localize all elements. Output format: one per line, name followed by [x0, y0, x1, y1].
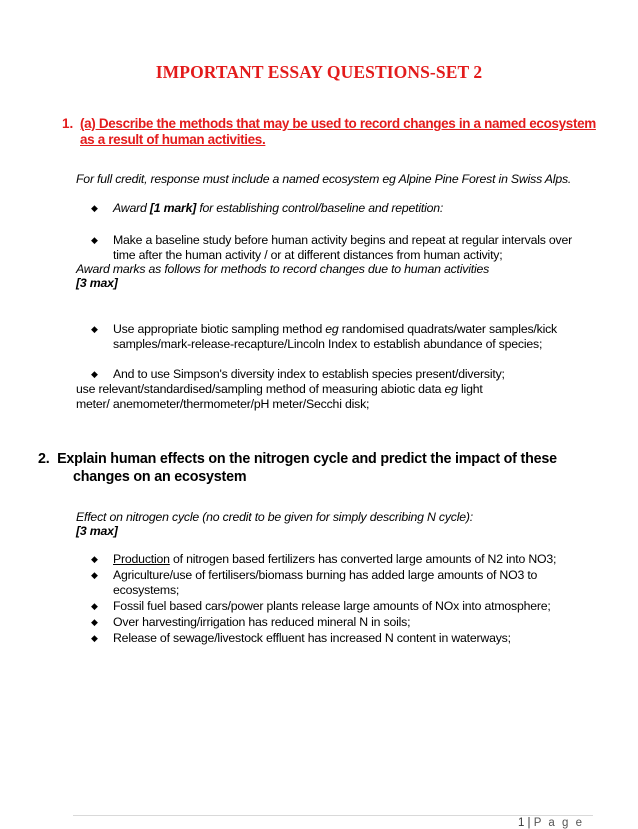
question-2-line-2: changes on an ecosystem [73, 469, 247, 485]
q2-item: Fossil fuel based cars/power plants release large amounts of NOx into atmosphere; [113, 599, 551, 613]
q2-item: Production of nitrogen based fertilizers has converted large amounts of N2 into NO3; [113, 552, 557, 566]
bullet-icon: ◆ [91, 570, 98, 580]
q1-baseline-line-2: time after the human activity / or at different distances from human activity; [113, 248, 503, 262]
q1-award-methods: Award marks as follows for methods to record changes due to human activities [76, 262, 490, 276]
bullet-icon: ◆ [91, 633, 98, 643]
q1-baseline-line-1: Make a baseline study before human activity begins and repeat at regular intervals over [113, 233, 573, 247]
q2-max-marks: [3 max] [76, 524, 118, 538]
bullet-icon: ◆ [91, 203, 98, 213]
q1-abiotic-line-1: use relevant/standardised/sampling method of measuring abiotic data eg light [76, 382, 483, 396]
q2-item: Over harvesting/irrigation has reduced mineral N in soils; [113, 615, 411, 629]
q1-biotic-line-2: samples/mark-release-recapture/Lincoln Index to establish abundance of species; [113, 337, 543, 351]
question-2-line-1: 2. Explain human effects on the nitrogen cycle and predict the impact of these [38, 451, 557, 467]
bullet-icon: ◆ [91, 617, 98, 627]
q1-award-line: Award [1 mark] for establishing control/baseline and repetition: [113, 201, 444, 215]
q2-item: Agriculture/use of fertilisers/biomass burning has added large amounts of NO3 to [113, 568, 538, 582]
question-1-text: (a) Describe the methods that may be used to record changes in a named ecosystem as a result of human activities. [80, 116, 596, 147]
q2-item: Release of sewage/livestock effluent has increased N content in waterways; [113, 631, 511, 645]
bullet-icon: ◆ [91, 601, 98, 611]
q1-max-marks: [3 max] [76, 276, 118, 290]
question-1-number: 1. [62, 116, 74, 131]
bullet-icon: ◆ [91, 369, 98, 379]
q1-abiotic-line-2: meter/ anemometer/thermometer/pH meter/Secchi disk; [76, 397, 370, 411]
q2-item-continuation: ecosystems; [113, 583, 180, 597]
q2-effect-heading: Effect on nitrogen cycle (no credit to be given for simply describing N cycle): [76, 510, 474, 524]
bullet-icon: ◆ [91, 554, 98, 564]
page-number: 1 [517, 817, 525, 829]
bullet-icon: ◆ [91, 235, 98, 245]
bullet-icon: ◆ [91, 324, 98, 334]
page-footer [518, 817, 584, 829]
footer-divider [73, 815, 593, 816]
footer-separator: | [527, 817, 531, 829]
document-title: IMPORTANT ESSAY QUESTIONS-SET 2 [155, 62, 483, 82]
page-label: P a g e [533, 817, 584, 829]
q1-biotic-line-1: Use appropriate biotic sampling method eg randomised quadrats/water samples/kick [113, 322, 558, 336]
q1-simpson: And to use Simpson's diversity index to establish species present/diversity; [113, 367, 505, 381]
q1-full-credit-note: For full credit, response must include a named ecosystem eg Alpine Pine Forest in Swiss Alps. [76, 172, 572, 186]
